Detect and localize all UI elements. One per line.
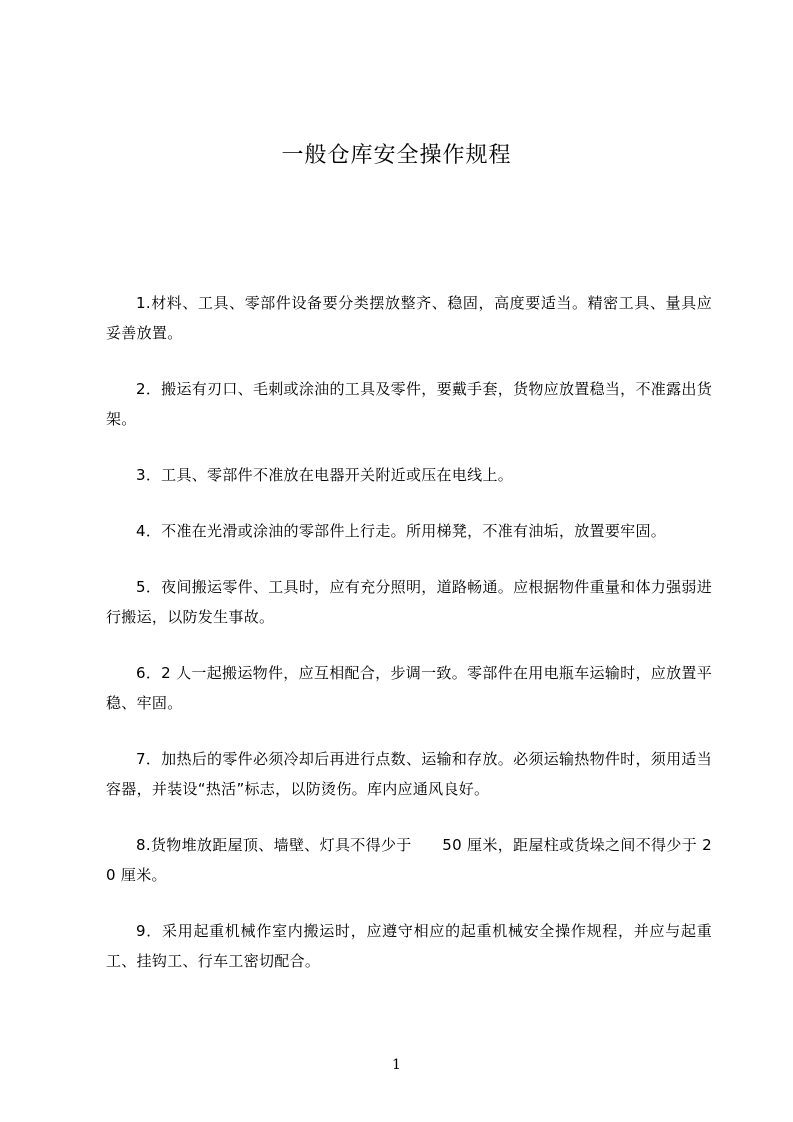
rule-item-7: 7．加热后的零件必须冷却后再进行点数、运输和存放。必须运输热物件时，须用适当容器，并装设“热活”标志，以防烫伤。库内应通风良好。 xyxy=(106,750,712,798)
rule-item-4: 4．不准在光滑或涂油的零部件上行走。所用梯凳，不准有油垢，放置要牢固。 xyxy=(136,522,667,540)
page-number: 1 xyxy=(392,1057,401,1073)
rule-list xyxy=(106,288,712,1002)
document-title: 一般仓库安全操作规程 xyxy=(281,143,512,168)
rule-item-2: 2．搬运有刃口、毛刺或涂油的工具及零件，要戴手套，货物应放置稳当，不准露出货架。 xyxy=(106,380,712,428)
rule-item-1: 1.材料、工具、零部件设备要分类摆放整齐、稳固，高度要适当。精密工具、量具应妥善放置。 xyxy=(106,294,712,342)
rule-item-8: 8.货物堆放距屋顶、墙壁、灯具不得少于 50 厘米，距屋柱或货垛之间不得少于 20 厘米。 xyxy=(106,836,712,884)
rule-item-6: 6．2 人一起搬运物件，应互相配合，步调一致。零部件在用电瓶车运输时，应放置平稳、牢固。 xyxy=(106,664,712,712)
rule-item-5: 5．夜间搬运零件、工具时，应有充分照明，道路畅通。应根据物件重量和体力强弱进行搬运，以防发生事故。 xyxy=(106,578,712,626)
rule-item-9: 9．采用起重机械作室内搬运时，应遵守相应的起重机械安全操作规程，并应与起重工、挂钩工、行车工密切配合。 xyxy=(106,922,712,970)
rule-item-3: 3．工具、零部件不准放在电器开关附近或压在电线上。 xyxy=(136,466,514,484)
